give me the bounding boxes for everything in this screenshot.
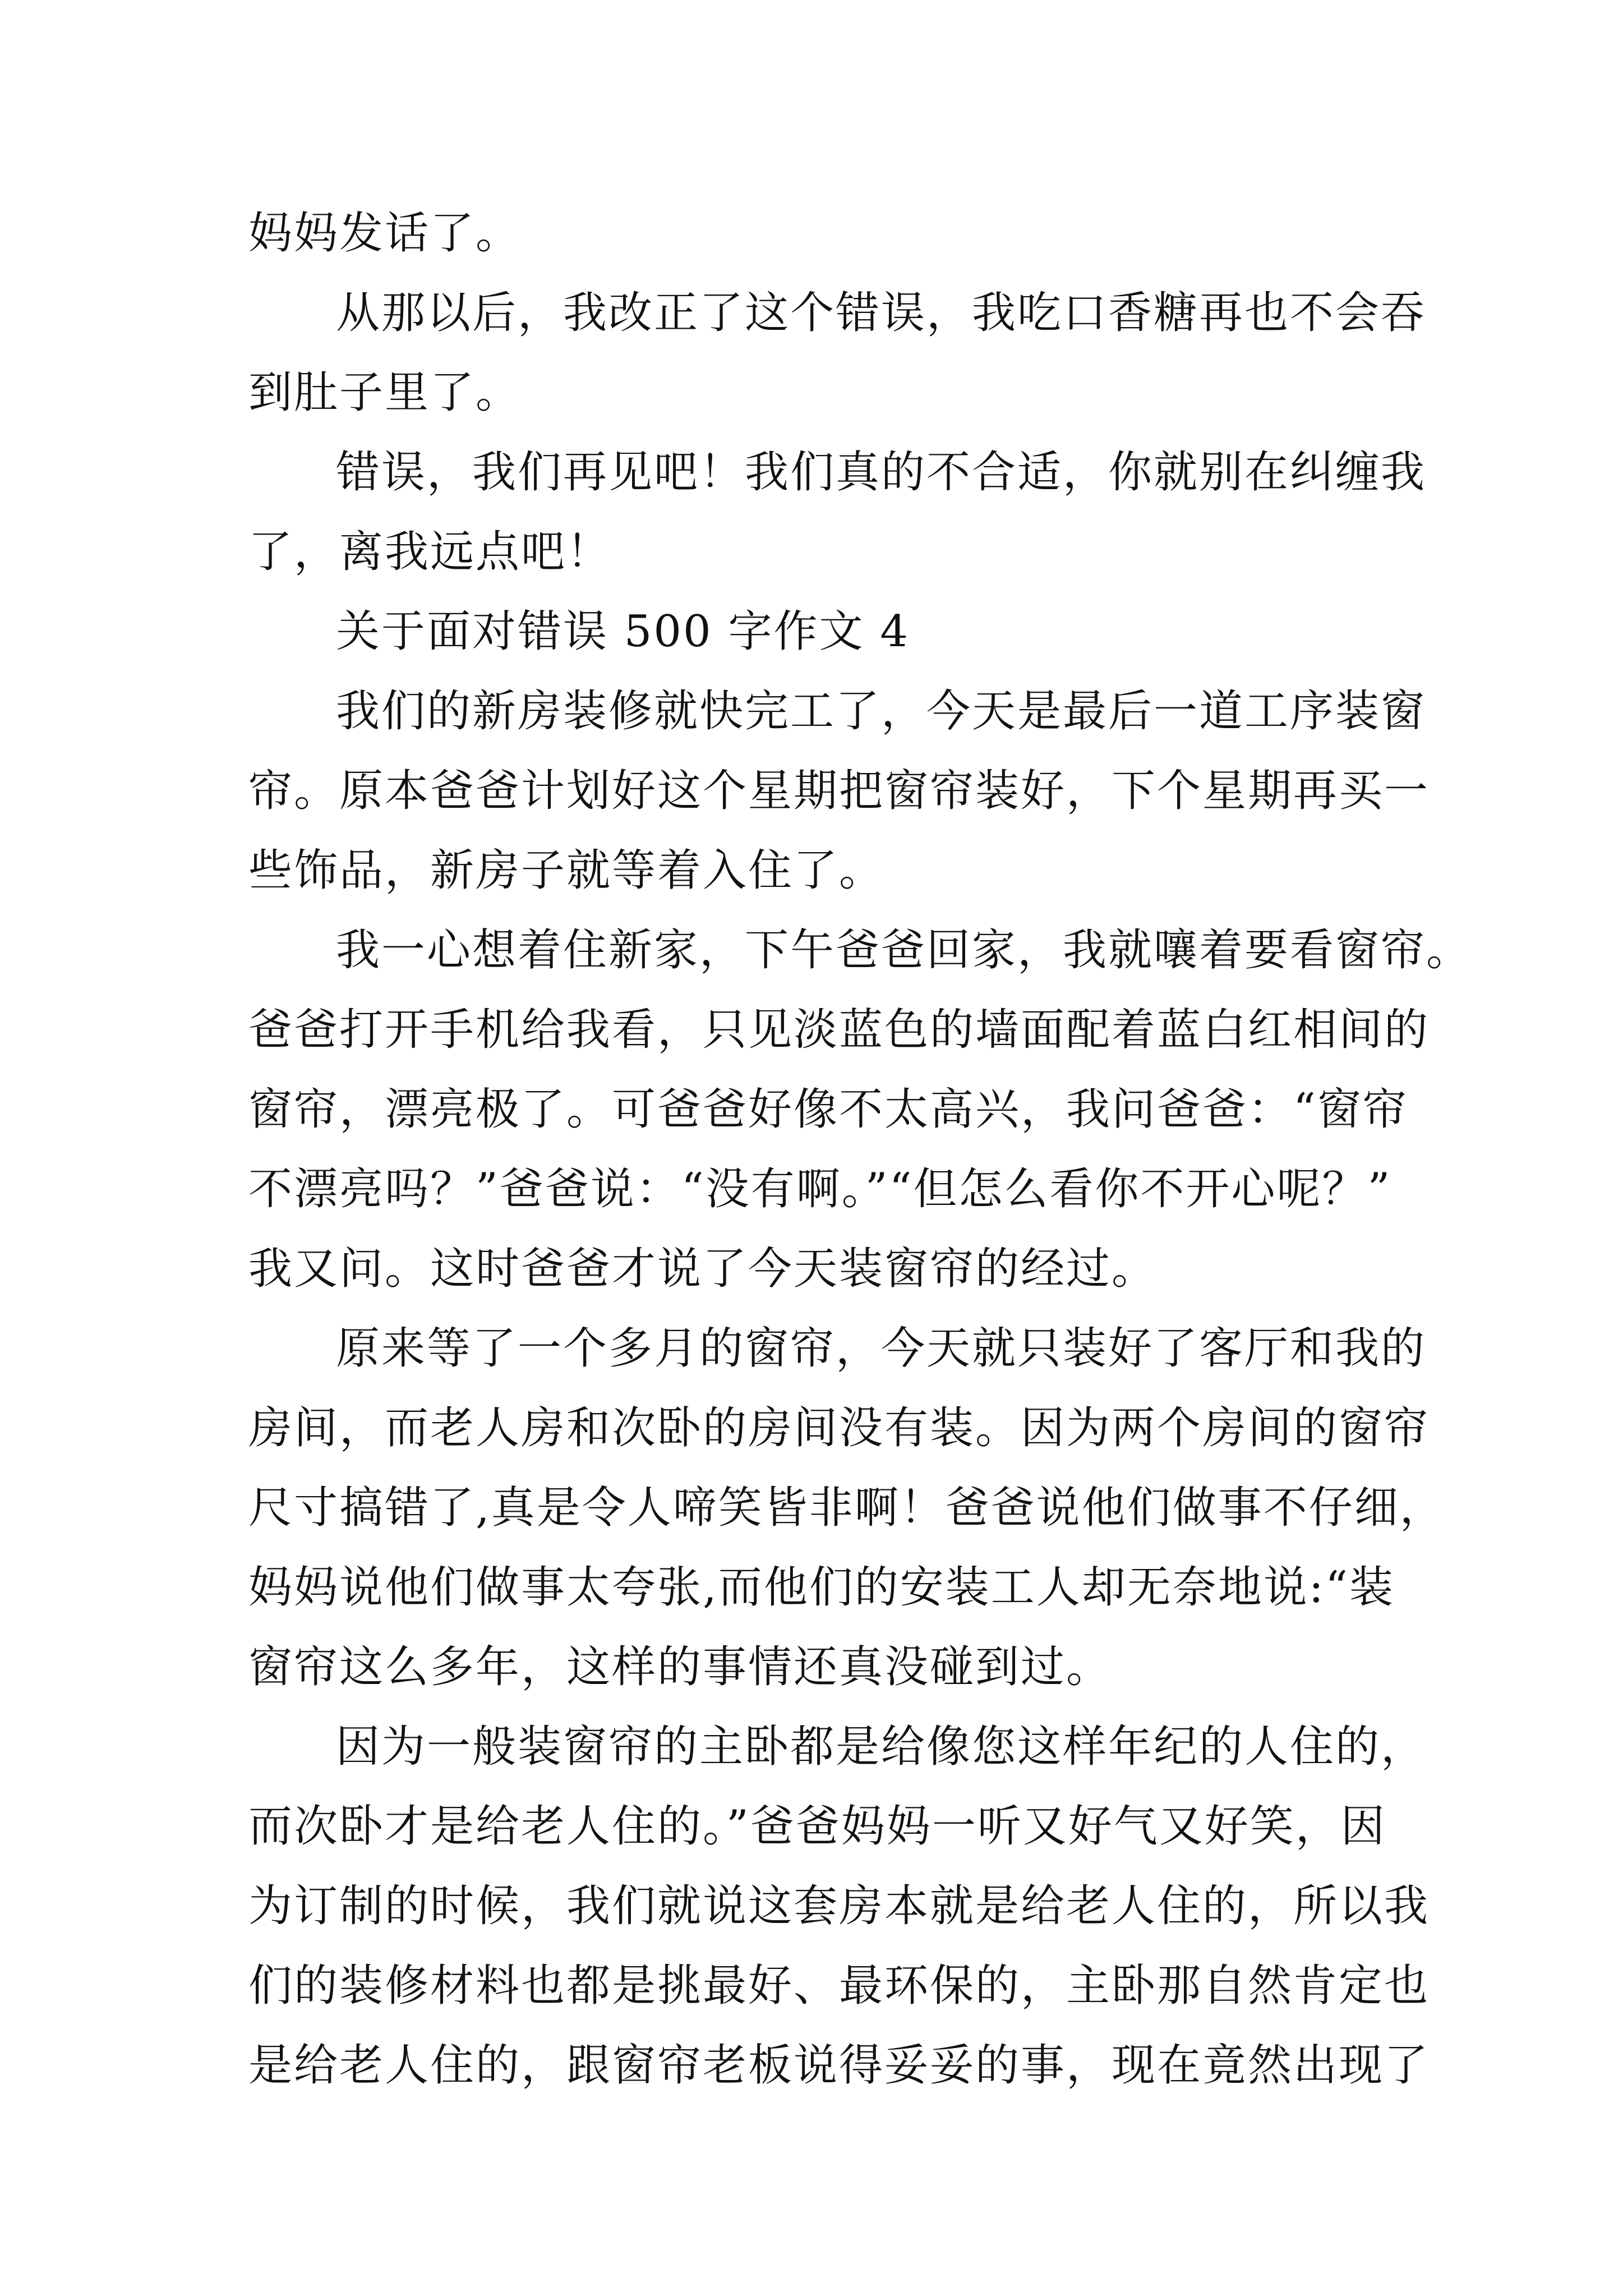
text-line: 不漂亮吗？”爸爸说：“没有啊。”“但怎么看你不开心呢？” [248,1164,1392,1214]
text-line: 些饰品，新房子就等着入住了。 [248,845,885,896]
paragraph-first-line: 错误，我们再见吧！我们真的不合适，你就别在纠缠我 [336,447,1427,498]
text-line: 而次卧才是给老人住的。”爸爸妈妈一听又好气又好笑，因 [248,1801,1386,1852]
paragraph-first-line: 从那以后，我改正了这个错误，我吃口香糖再也不会吞 [336,288,1427,338]
text-line: 尺寸搞错了,真是令人啼笑皆非啊！爸爸说他们做事不仔细， [248,1483,1445,1533]
text-line: 到肚子里了。 [248,367,522,418]
text-line: 窗帘，漂亮极了。可爸爸好像不太高兴，我问爸爸：“窗帘 [248,1084,1408,1135]
paragraph-first-line: 原来等了一个多月的窗帘，今天就只装好了客厅和我的 [336,1323,1427,1374]
text-line: 妈妈发话了。 [248,208,522,259]
text-line: 了，离我远点吧！ [248,527,612,577]
paragraph-first-line: 我一心想着住新家，下午爸爸回家，我就嚷着要看窗帘。 [336,925,1472,976]
text-line: 窗帘这么多年，这样的事情还真没碰到过。 [248,1642,1112,1692]
text-line: 我又问。这时爸爸才说了今天装窗帘的经过。 [248,1244,1158,1294]
text-line: 房间，而老人房和次卧的房间没有装。因为两个房间的窗帘 [248,1403,1430,1453]
text-line: 爸爸打开手机给我看，只见淡蓝色的墙面配着蓝白红相间的 [248,1005,1430,1055]
text-line: 妈妈说他们做事太夸张,而他们的安装工人却无奈地说:“装 [248,1562,1395,1613]
text-line: 是给老人住的，跟窗帘老板说得妥妥的事，现在竟然出现了 [248,2040,1430,2091]
paragraph-first-line: 我们的新房装修就快完工了，今天是最后一道工序装窗 [336,686,1427,737]
document-body [248,194,1472,2105]
paragraph-first-line: 因为一般装窗帘的主卧都是给像您这样年纪的人住的， [336,1722,1427,1772]
section-heading: 关于面对错误 500 字作文 4 [336,606,910,657]
text-line: 们的装修材料也都是挑最好、最环保的，主卧那自然肯定也 [248,1961,1430,2011]
text-line: 帘。原本爸爸计划好这个星期把窗帘装好，下个星期再买一 [248,766,1430,816]
text-line: 为订制的时候，我们就说这套房本就是给老人住的，所以我 [248,1881,1430,1931]
